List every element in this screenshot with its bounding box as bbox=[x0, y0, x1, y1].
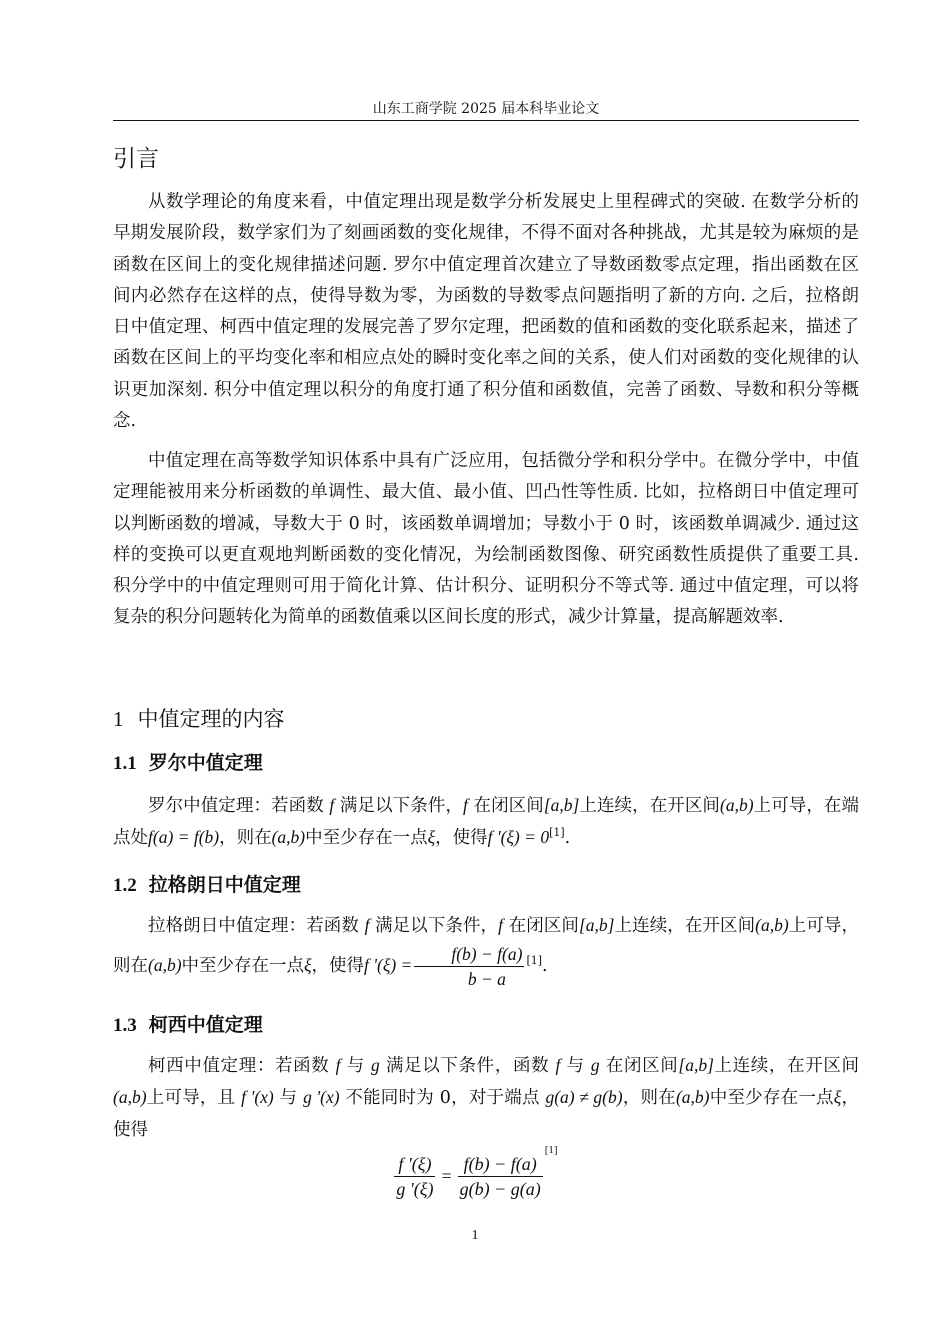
math-f-prime: f '(x) bbox=[241, 1087, 274, 1108]
page-number: 1 bbox=[471, 1228, 479, 1243]
rolle-theorem-text: 罗尔中值定理：若函数 f 满足以下条件，f 在闭区间[a,b]上连续，在开区间(a,b)上可导，在端点处f(a) = f(b)，则在(a,b)中至少存在一点ξ，使得f '(ξ) = 0[1]. bbox=[113, 795, 860, 849]
formula-lhs: $\frac{f '(\xi)}{g '(\xi)}$ bbox=[396, 1153, 434, 1199]
math-open-interval: (a,b) bbox=[113, 1087, 147, 1108]
subsection-1-3-title: 柯西中值定理 bbox=[148, 1014, 263, 1036]
section-1-title: 中值定理的内容 bbox=[137, 707, 285, 731]
fraction-numerator: f(b) − f(a) bbox=[414, 942, 524, 967]
math-open-interval: (a,b) bbox=[675, 1087, 710, 1108]
math-closed-interval: [a,b] bbox=[578, 915, 615, 935]
running-header: 山东工商学院 2025 届本科毕业论文 bbox=[372, 101, 600, 117]
math-f: f bbox=[462, 795, 468, 815]
intro-paragraph-1: 从数学理论的角度来看，中值定理出现是数学分析发展史上里程碑式的突破. 在数学分析的早期发展阶段，数学家们为了刻画函数的变化规律，不得不面对各种挑战，尤其是较为麻烦的是函数在区间上的变化规律描述问题. 罗尔中值定理首次建立了导数函数零点定理，指出函数在区间内必然存在这样的点，使得导数为零，为函数的导数零点问题指明了新的方向. 之后，拉格朗日中值定理、柯西中值定理的发展完善了罗尔定理，把函数的值和函数的变化联系起来，描述了函数在区间上的平均变化率和相应点处的瞬时变化率之间的关系，使人们对函数的变化规律的认识更加深刻. 积分中值定理以积分的角度打通了积分值和函数值，完善了函数、导数和积分等概念. bbox=[113, 192, 859, 432]
math-open-interval: (a,b) bbox=[720, 795, 754, 815]
math-open-interval: (a,b) bbox=[148, 955, 182, 976]
math-f: f bbox=[364, 915, 370, 935]
subsection-1-1-title: 罗尔中值定理 bbox=[148, 752, 263, 774]
section-1-number: 1 bbox=[113, 707, 124, 731]
subsection-1-2-heading bbox=[113, 872, 301, 899]
math-endpoint-equality: f(a) = f(b) bbox=[148, 827, 220, 848]
citation: [1] bbox=[526, 954, 543, 968]
subsection-1-1-number: 1.1 bbox=[113, 753, 137, 774]
math-closed-interval: [a,b] bbox=[678, 1055, 714, 1075]
math-f: f bbox=[329, 795, 335, 815]
intro-heading: 引言 bbox=[113, 146, 159, 172]
fraction-denominator: b − a bbox=[467, 969, 506, 990]
math-xi: ξ bbox=[304, 955, 312, 976]
lagrange-theorem-text: 拉格朗日中值定理：若函数 f 满足以下条件，f 在闭区间[a,b]上连续，在开区间(a,b)上可导，则在(a,b)中至少存在一点ξ，使得f '(ξ) = $\frac{f(b) - f(a)}{b - a}$ [1]. bbox=[113, 915, 860, 990]
math-g: g bbox=[590, 1055, 600, 1075]
math-xi: ξ bbox=[427, 827, 436, 848]
subsection-1-2-title: 拉格朗日中值定理 bbox=[148, 874, 301, 896]
math-open-interval: (a,b) bbox=[271, 827, 306, 848]
math-f: f bbox=[498, 915, 504, 935]
subsection-1-3-heading bbox=[113, 1012, 263, 1039]
citation: [1] bbox=[544, 1144, 558, 1156]
subsection-1-3-number: 1.3 bbox=[113, 1015, 137, 1036]
math-xi: ξ bbox=[833, 1087, 842, 1108]
header-rule bbox=[113, 120, 859, 121]
formula-rhs: $\frac{f(b) - f(a)}{g(b) - g(a)}$ bbox=[459, 1153, 541, 1199]
math-closed-interval: [a,b] bbox=[543, 795, 580, 815]
math-f: f bbox=[335, 1055, 341, 1075]
cauchy-theorem-text: 柯西中值定理：若函数 f 与 g 满足以下条件，函数 f 与 g 在闭区间[a,b]上连续，在开区间(a,b)上可导，且 f '(x) 与 g '(x) 不能同时为 0，对于端点 g(a) ≠ g(b)，则在(a,b)中至少存在一点ξ，使得 bbox=[113, 1055, 860, 1140]
subsection-1-2-number: 1.2 bbox=[113, 875, 137, 896]
math-g-prime: g '(x) bbox=[303, 1087, 340, 1108]
lagrange-fraction bbox=[414, 942, 524, 991]
math-derivative: f '(ξ) = bbox=[364, 955, 413, 976]
subsection-1-1-heading bbox=[113, 750, 263, 777]
citation: [1] bbox=[549, 826, 565, 840]
math-g: g bbox=[371, 1055, 380, 1075]
math-f: f bbox=[555, 1055, 561, 1075]
section-1-heading bbox=[113, 705, 285, 733]
intro-paragraph-2: 中值定理在高等数学知识体系中具有广泛应用，包括微分学和积分学中。在微分学中，中值定理能被用来分析函数的单调性、最大值、最小值、凹凸性等性质. 比如，拉格朗日中值定理可以判断函数的增减，导数大于 0 时，该函数单调增加；导数小于 0 时，该函数单调减少. 通过这样的变换可以更直观地判断函数的变化情况，为绘制函数图像、研究函数性质提供了重要工具. 积分学中的中值定理则可用于简化计算、估计积分、证明积分不等式等. 通过中值定理，可以将复杂的积分问题转化为简单的函数值乘以区间长度的形式，减少计算量，提高解题效率. bbox=[113, 451, 859, 628]
formula-equals: = bbox=[441, 1165, 452, 1186]
math-endpoint-inequality: g(a) ≠ g(b) bbox=[545, 1087, 623, 1108]
math-derivative-zero: f '(ξ) = 0 bbox=[487, 827, 550, 848]
cauchy-formula bbox=[0, 1144, 950, 1201]
math-open-interval: (a,b) bbox=[755, 915, 789, 935]
